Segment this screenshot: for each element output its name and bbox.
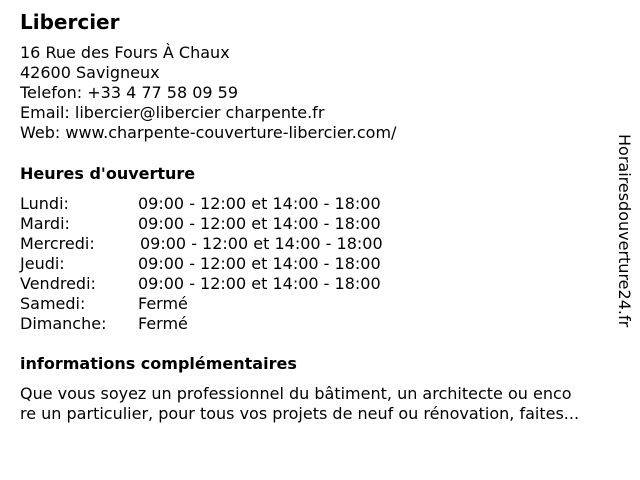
city: 42600 Savigneux xyxy=(20,63,160,82)
hours-row-monday xyxy=(20,194,383,214)
opening-hours-table xyxy=(20,194,383,334)
website-url: Web: www.charpente-couverture-libercier.com/ xyxy=(20,123,397,142)
hours-row-tuesday xyxy=(20,214,383,234)
hours-heading: Heures d'ouverture xyxy=(20,164,196,183)
hours-row-sunday xyxy=(20,314,383,334)
email-address: Email: libercier@libercier charpente.fr xyxy=(20,103,325,122)
hours-row-friday xyxy=(20,274,383,294)
business-name: Libercier xyxy=(20,10,120,34)
day-label: Dimanche: xyxy=(20,314,107,333)
hours-row-saturday xyxy=(20,294,383,314)
day-label: Jeudi: xyxy=(20,254,65,273)
hours-value: 09:00 - 12:00 et 14:00 - 18:00 xyxy=(138,194,381,213)
additional-info-text xyxy=(20,384,632,424)
hours-value: 09:00 - 12:00 et 14:00 - 18:00 xyxy=(138,254,381,273)
day-label: Lundi: xyxy=(20,194,69,213)
day-label: Mercredi: xyxy=(20,234,95,253)
hours-value: 09:00 - 12:00 et 14:00 - 18:00 xyxy=(140,234,383,253)
address-block xyxy=(20,43,396,143)
additional-info-heading: informations complémentaires xyxy=(20,354,297,373)
site-watermark: Horairesdouverture24.fr xyxy=(615,134,634,328)
phone-number: Telefon: +33 4 77 58 09 59 xyxy=(20,83,239,102)
hours-row-wednesday xyxy=(20,234,383,254)
hours-value: 09:00 - 12:00 et 14:00 - 18:00 xyxy=(138,214,381,233)
hours-value: 09:00 - 12:00 et 14:00 - 18:00 xyxy=(138,274,381,293)
hours-value: Fermé xyxy=(138,314,188,333)
info-line: re un particulier, pour tous vos projets de neuf ou rénovation, faites... xyxy=(20,404,580,423)
hours-value: Fermé xyxy=(138,294,188,313)
day-label: Mardi: xyxy=(20,214,70,233)
street-address: 16 Rue des Fours À Chaux xyxy=(20,43,230,62)
day-label: Samedi: xyxy=(20,294,86,313)
day-label: Vendredi: xyxy=(20,274,96,293)
hours-row-thursday xyxy=(20,254,383,274)
info-line: Que vous soyez un professionnel du bâtiment, un architecte ou enco xyxy=(20,384,572,403)
